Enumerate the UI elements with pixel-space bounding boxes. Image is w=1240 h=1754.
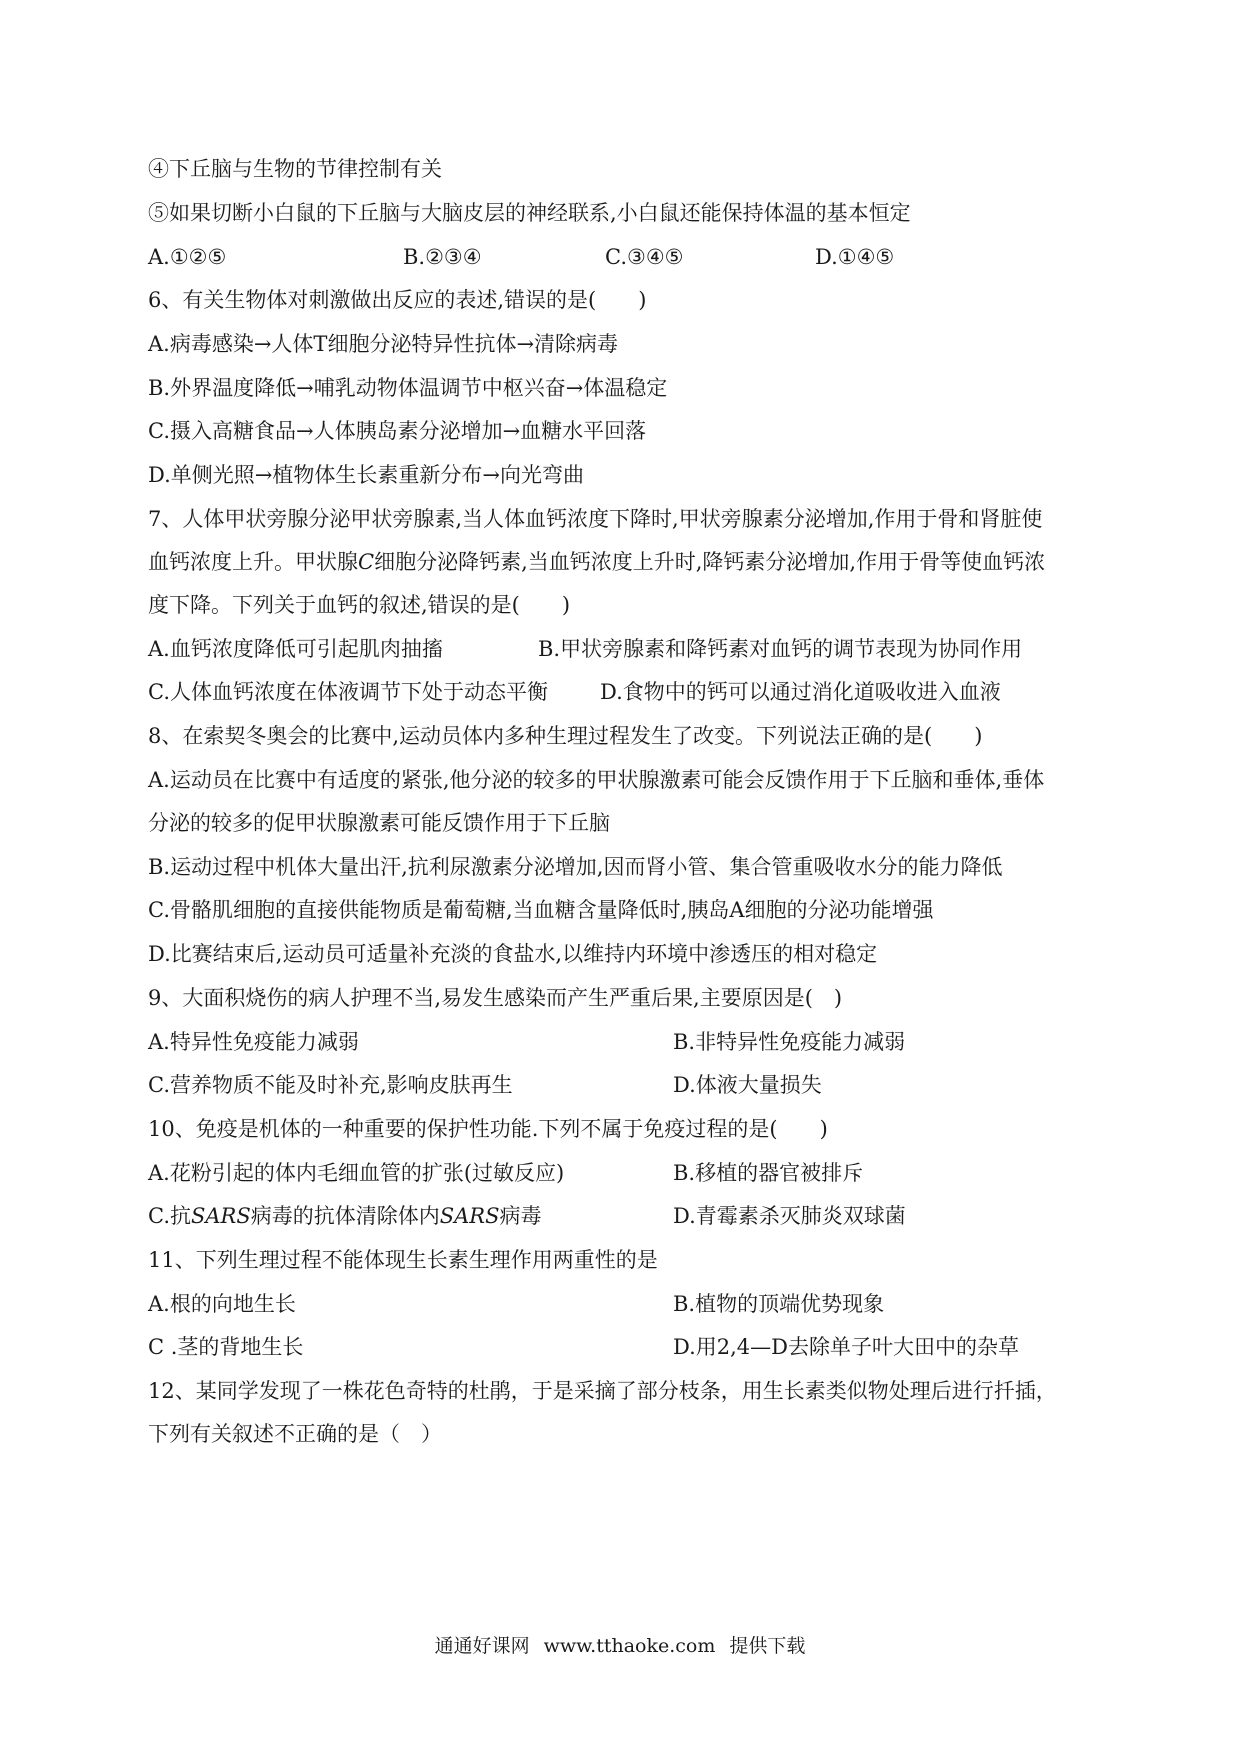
q10-option-c-sars-2: SARS [439, 1204, 500, 1228]
q5-option-b: B.②③④ [403, 245, 482, 269]
q10-option-c-sars: SARS [191, 1204, 251, 1228]
q5-option-d: D.①④⑤ [815, 245, 895, 269]
q7-stem-line-1: 7、人体甲状旁腺分泌甲状旁腺素,当人体血钙浓度下降时,甲状旁腺素分泌增加,作用于骨和肾脏使 [148, 507, 1043, 531]
q6-option-b: B.外界温度降低→哺乳动物体温调节中枢兴奋→体温稳定 [148, 376, 668, 400]
q5-option-a: A.①②⑤ [148, 245, 227, 269]
q5-option-c: C.③④⑤ [605, 245, 684, 269]
q5-statement-5: ⑤如果切断小白鼠的下丘脑与大脑皮层的神经联系,小白鼠还能保持体温的基本恒定 [148, 201, 911, 225]
q11-option-c: C .茎的背地生长 [148, 1335, 304, 1359]
q10-option-b: B.移植的器官被排斥 [673, 1161, 864, 1185]
q10-option-a: A.花粉引起的体内毛细血管的扩张(过敏反应) [148, 1161, 565, 1185]
q7-stem-line-2-b: 细胞分泌降钙素,当血钙浓度上升时,降钙素分泌增加,作用于骨等使血钙浓 [374, 550, 1046, 574]
q6-option-d: D.单侧光照→植物体生长素重新分布→向光弯曲 [148, 463, 584, 487]
footer-suffix: 提供下载 [729, 1635, 806, 1657]
q11-option-b: B.植物的顶端优势现象 [673, 1292, 885, 1316]
q10-option-c-middle: 病毒的抗体清除体内 [250, 1204, 440, 1228]
q6-option-a: A.病毒感染→人体T细胞分泌特异性抗体→清除病毒 [148, 332, 619, 356]
q5-statement-4: ④下丘脑与生物的节律控制有关 [148, 157, 442, 181]
q7-option-a: A.血钙浓度降低可引起肌肉抽搐 [148, 637, 443, 661]
q10-option-c-prefix: C.抗 [148, 1204, 191, 1228]
q8-option-c: C.骨骼肌细胞的直接供能物质是葡萄糖,当血糖含量降低时,胰岛A细胞的分泌功能增强 [148, 898, 934, 922]
q8-option-d: D.比赛结束后,运动员可适量补充淡的食盐水,以维持内环境中渗透压的相对稳定 [148, 942, 878, 966]
q7-option-b: B.甲状旁腺素和降钙素对血钙的调节表现为协同作用 [538, 637, 1023, 661]
q7-option-c: C.人体血钙浓度在体液调节下处于动态平衡 [148, 680, 548, 704]
q7-stem-line-3: 度下降。下列关于血钙的叙述,错误的是( ) [148, 593, 571, 617]
q10-option-d: D.青霉素杀灭肺炎双球菌 [673, 1204, 906, 1228]
q6-option-c: C.摄入高糖食品→人体胰岛素分泌增加→血糖水平回落 [148, 419, 647, 443]
q7-stem-c-cell: C [358, 550, 375, 574]
q11-option-d: D.用2,4—D去除单子叶大田中的杂草 [673, 1335, 1019, 1359]
q9-option-c: C.营养物质不能及时补充,影响皮肤再生 [148, 1073, 513, 1097]
footer-url-link[interactable]: www.tthaoke.com [543, 1635, 716, 1657]
q9-option-d: D.体液大量损失 [673, 1073, 822, 1097]
q9-stem: 9、大面积烧伤的病人护理不当,易发生感染而产生严重后果,主要原因是( ) [148, 986, 843, 1010]
q9-option-a: A.特异性免疫能力减弱 [148, 1030, 359, 1054]
q10-stem: 10、免疫是机体的一种重要的保护性功能.下列不属于免疫过程的是( ) [148, 1117, 828, 1141]
q6-stem: 6、有关生物体对刺激做出反应的表述,错误的是( ) [148, 288, 647, 312]
q12-stem-line-1: 12、某同学发现了一株花色奇特的杜鹃，于是采摘了部分枝条，用生长素类似物处理后进行扦插， [148, 1379, 1057, 1403]
q12-stem-line-2: 下列有关叙述不正确的是（ ） [148, 1422, 442, 1446]
q7-option-d: D.食物中的钙可以通过消化道吸收进入血液 [600, 680, 1001, 704]
q8-stem: 8、在索契冬奥会的比赛中,运动员体内多种生理过程发生了改变。下列说法正确的是( ) [148, 724, 983, 748]
q7-stem-line-2 [148, 547, 1045, 577]
q10-option-c [148, 1201, 542, 1231]
q11-option-a: A.根的向地生长 [148, 1292, 296, 1316]
q8-option-b: B.运动过程中机体大量出汗,抗利尿激素分泌增加,因而肾小管、集合管重吸收水分的能力降低 [148, 855, 1003, 879]
footer-site-name: 通通好课网 [434, 1635, 530, 1657]
page-footer [0, 1632, 1240, 1660]
q10-option-c-suffix: 病毒 [499, 1204, 542, 1228]
q9-option-b: B.非特异性免疫能力减弱 [673, 1030, 906, 1054]
q8-option-a-line-2: 分泌的较多的促甲状腺激素可能反馈作用于下丘脑 [148, 811, 610, 835]
q8-option-a-line-1: A.运动员在比赛中有适度的紧张,他分泌的较多的甲状腺激素可能会反馈作用于下丘脑和垂体,垂体 [148, 768, 1045, 792]
q7-stem-line-2-a: 血钙浓度上升。甲状腺 [148, 550, 358, 574]
q11-stem: 11、下列生理过程不能体现生长素生理作用两重性的是 [148, 1248, 658, 1272]
